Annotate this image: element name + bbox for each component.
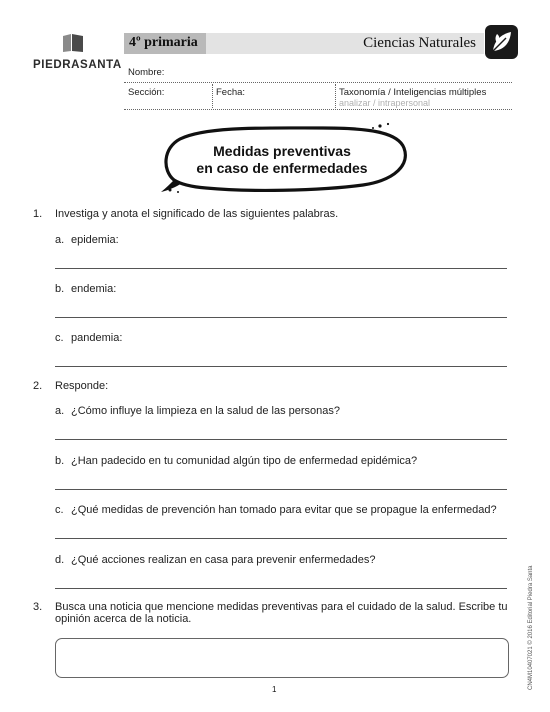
copyright-side-text: CN4M10407021 © 2016 Editorial Piedra Santa <box>528 565 534 690</box>
page-number: 1 <box>272 685 277 694</box>
item-letter: d. <box>55 554 65 566</box>
answer-line[interactable] <box>55 366 507 367</box>
field-divider <box>212 84 213 108</box>
item-letter: a. <box>55 234 65 246</box>
item-text: ¿Qué medidas de prevención han tomado para evitar que se propague la enfermedad? <box>71 504 497 516</box>
subject-label: Ciencias Naturales <box>363 35 476 51</box>
item-text: ¿Cómo influye la limpieza en la salud de las personas? <box>71 405 341 417</box>
name-label: Nombre: <box>128 67 165 78</box>
item-letter: b. <box>55 455 65 467</box>
book-logo-icon <box>62 33 84 53</box>
grade-label: 4º primaria <box>129 35 198 50</box>
question-line-2: opinión acerca de la noticia. <box>55 613 192 625</box>
item-letter: b. <box>55 283 65 295</box>
answer-line[interactable] <box>55 588 507 589</box>
question-text: Responde: <box>55 380 109 392</box>
question-text: Investiga y anota el significado de las siguientes palabras. <box>55 208 339 220</box>
title-line-1: Medidas preventivas <box>213 143 351 159</box>
field-divider <box>335 84 336 108</box>
item-letter: c. <box>55 332 64 344</box>
item-text: ¿Han padecido en tu comunidad algún tipo de enfermedad epidémica? <box>71 455 418 467</box>
answer-box[interactable] <box>55 638 509 678</box>
question-number: 1. <box>33 208 43 220</box>
item-text: pandemia: <box>71 332 123 344</box>
publisher-logo-text: PIEDRASANTA <box>33 59 122 71</box>
answer-line[interactable] <box>55 538 507 539</box>
question-text <box>55 601 515 625</box>
item-text: endemia: <box>71 283 117 295</box>
item-letter: a. <box>55 405 65 417</box>
answer-line[interactable] <box>55 489 507 490</box>
answer-line[interactable] <box>55 268 507 269</box>
question-line-1: Busca una noticia que mencione medidas preventivas para el cuidado de la salud. Escribe tu <box>55 601 508 613</box>
section-label: Sección: <box>128 87 165 98</box>
taxonomy-label: Taxonomía / Inteligencias múltiples <box>339 87 487 98</box>
leaf-icon <box>484 24 519 60</box>
item-text: ¿Qué acciones realizan en casa para prevenir enfermedades? <box>71 554 376 566</box>
answer-line[interactable] <box>55 439 507 440</box>
question-number: 3. <box>33 601 43 613</box>
taxonomy-values: analizar / intrapersonal <box>339 98 431 108</box>
item-letter: c. <box>55 504 64 516</box>
answer-line[interactable] <box>55 317 507 318</box>
question-number: 2. <box>33 380 43 392</box>
name-field-line[interactable] <box>124 82 512 83</box>
date-label: Fecha: <box>216 87 246 98</box>
item-text: epidemia: <box>71 234 119 246</box>
title-line-2: en caso de enfermedades <box>196 160 368 176</box>
section-field-line <box>124 109 512 110</box>
worksheet-title <box>176 143 388 177</box>
